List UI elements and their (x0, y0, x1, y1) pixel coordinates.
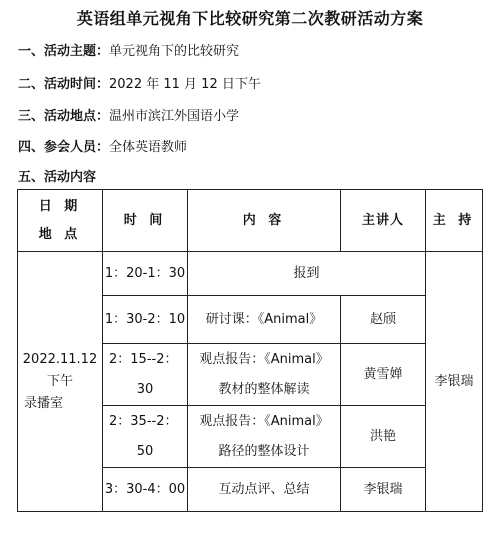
header-date-place (18, 190, 103, 252)
header-place: 地 点 (38, 226, 82, 242)
row-content-line2: 教材的整体解读 (218, 381, 310, 397)
content-label: 五、活动内容 (18, 170, 97, 185)
header-content: 内 容 (188, 190, 341, 252)
header-host: 主 持 (426, 190, 483, 252)
row-content (188, 406, 341, 468)
event-period: 下午 (46, 373, 73, 389)
document-title: 英语组单元视角下比较研究第二次教研活动方案 (76, 9, 424, 28)
row-content-line1: 观点报告：《Animal》 (199, 351, 329, 367)
row-time: 1：30-2：10 (103, 296, 188, 344)
header-date: 日 期 (38, 198, 82, 214)
info-theme (18, 40, 239, 59)
row-speaker: 洪艳 (341, 406, 426, 468)
row-time (103, 406, 188, 468)
info-time (18, 73, 261, 92)
schedule-table (17, 189, 483, 512)
row-time (103, 344, 188, 406)
theme-label: 一、活动主题： (18, 44, 110, 59)
host-cell: 李银瑞 (426, 252, 483, 512)
date-place-cell (18, 252, 103, 512)
row-content (188, 344, 341, 406)
event-room: 录播室 (24, 395, 64, 411)
table-header-row (18, 190, 483, 252)
header-speaker: 主讲人 (341, 190, 426, 252)
header-time: 时 间 (103, 190, 188, 252)
people-value: 全体英语教师 (109, 140, 188, 155)
row-time: 1：20-1：30 (103, 252, 188, 296)
time-value: 2022 年 11 月 12 日下午 (109, 77, 261, 92)
row-time-line1: 2：35--2： (109, 413, 178, 429)
people-label: 四、参会人员： (18, 140, 110, 155)
info-place (18, 105, 239, 124)
event-date: 2022.11.12 (22, 351, 98, 367)
info-content-heading (18, 166, 96, 185)
theme-value: 单元视角下的比较研究 (109, 44, 240, 59)
table-row (18, 252, 483, 296)
row-content-line2: 路径的整体设计 (218, 443, 310, 459)
row-content: 互动点评、总结 (188, 468, 341, 512)
place-label: 三、活动地点： (18, 109, 110, 124)
row-speaker: 赵颀 (341, 296, 426, 344)
info-people (18, 136, 187, 155)
row-time: 3：30-4：00 (103, 468, 188, 512)
row-speaker: 李银瑞 (341, 468, 426, 512)
row-content: 研讨课：《Animal》 (188, 296, 341, 344)
row-speaker: 黄雪婵 (341, 344, 426, 406)
place-value: 温州市滨江外国语小学 (109, 109, 240, 124)
row-time-line2: 30 (136, 381, 154, 397)
time-label: 二、活动时间： (18, 77, 110, 92)
row-time-line2: 50 (136, 443, 154, 459)
row-time-line1: 2：15--2： (109, 351, 178, 367)
row-content-line1: 观点报告：《Animal》 (199, 413, 329, 429)
row-content: 报到 (188, 252, 426, 296)
